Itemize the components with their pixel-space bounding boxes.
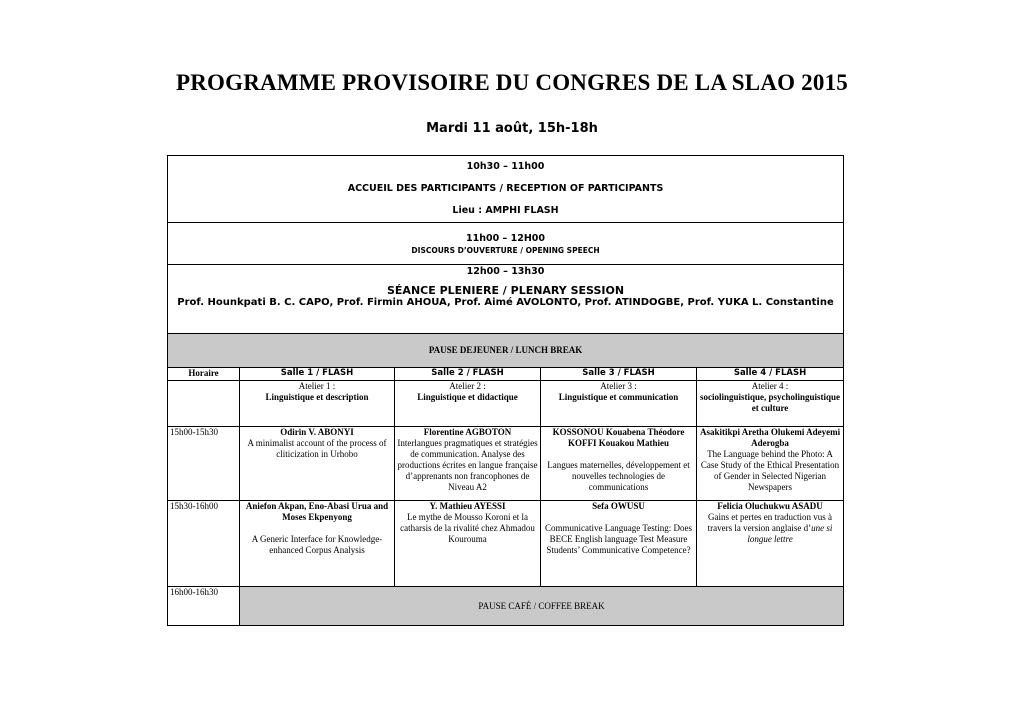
row1-salle3-author: KOSSONOU Kouabena Théodore KOFFI Kouakou Mathieu (552, 427, 685, 448)
page-title: PROGRAMME PROVISOIRE DU CONGRES DE LA SLAO 2015 (176, 70, 848, 95)
session-row-3 (168, 587, 844, 626)
atelier-4 (697, 381, 844, 427)
row2-salle3-author: Sefa OWUSU (592, 501, 645, 511)
welcome-cell (168, 156, 844, 223)
row1-salle1 (240, 427, 395, 501)
row1-salle2 (395, 427, 541, 501)
row2-salle1 (240, 501, 395, 587)
row2-salle4-text (699, 512, 841, 545)
header-salle-4: Salle 4 / FLASH (697, 368, 844, 381)
atelier-1-name: Atelier 1 : (298, 381, 336, 391)
header-salle-2: Salle 2 / FLASH (395, 368, 541, 381)
plenary-cell (168, 265, 844, 334)
row2-salle4 (697, 501, 844, 587)
session-row-2 (168, 501, 844, 587)
atelier-4-theme: sociolinguistique, psycholinguistique et culture (700, 392, 841, 413)
row2-salle1-text: A Generic Interface for Knowledge-enhanced Corpus Analysis (251, 534, 383, 555)
row1-salle2-author: Florentine AGBOTON (423, 427, 512, 437)
coffee-break-cell: PAUSE CAFÉ / COFFEE BREAK (240, 587, 844, 626)
plenary-speakers: Prof. Hounkpati B. C. CAPO, Prof. Firmin AHOUA, Prof. Aimé AVOLONTO, Prof. ATINDOGBE, Prof. YUKA L. Constantine (177, 297, 834, 308)
opening-time: 11h00 – 12H00 (466, 232, 545, 244)
atelier-1-theme: Linguistique et description (265, 392, 369, 402)
opening-cell (168, 223, 844, 265)
row1-salle3-text: Langues maternelles, développement et nouvelles technologies de communications (547, 460, 690, 492)
row1-time: 15h00-15h30 (168, 427, 240, 501)
program-table (167, 155, 844, 626)
row2-salle3 (541, 501, 697, 587)
row1-salle3 (541, 427, 697, 501)
row1-salle1-text: A minimalist account of the process of cliticization in Urhobo (247, 438, 387, 459)
atelier-row (168, 381, 844, 427)
atelier-3-theme: Linguistique et communication (558, 392, 679, 402)
plenary-label: SÉANCE PLENIERE / PLENARY SESSION (387, 284, 625, 297)
row1-salle1-author: Odirin V. ABONYI (280, 427, 354, 437)
lunch-cell: PAUSE DEJEUNER / LUNCH BREAK (168, 334, 844, 368)
row1-salle4-author: Asakitikpi Aretha Olukemi Adeyemi Aderogba (699, 427, 841, 448)
atelier-1 (240, 381, 395, 427)
atelier-4-name: Atelier 4 : (751, 381, 789, 391)
plenary-block (168, 265, 844, 334)
atelier-2 (395, 381, 541, 427)
row2-time: 15h30-16h00 (168, 501, 240, 587)
welcome-block (168, 156, 844, 223)
header-salle-1: Salle 1 / FLASH (240, 368, 395, 381)
opening-label: DISCOURS D’OUVERTURE / OPENING SPEECH (411, 245, 600, 255)
header-row (168, 368, 844, 381)
row2-salle2-author: Y. Mathieu AYESSI (429, 501, 506, 511)
header-salle-3: Salle 3 / FLASH (541, 368, 697, 381)
row2-salle2 (395, 501, 541, 587)
row1-salle4-text: The Language behind the Photo: A Case Study of the Ethical Presentation of Gender in Selected Nigerian Newspapers (700, 449, 840, 492)
row1-salle2-text: Interlangues pragmatiques et stratégies de communication. Analyse des productions écrites en langue française d’apprenants non francophones de Niveau A2 (397, 438, 538, 492)
row2-salle2-text: Le mythe de Mousso Koroni et la catharsis de la rivalité chez Ahmadou Kourouma (400, 512, 535, 544)
header-horaire: Horaire (168, 368, 240, 381)
atelier-2-name: Atelier 2 : (449, 381, 486, 391)
welcome-label: ACCUEIL DES PARTICIPANTS / RECEPTION OF PARTICIPANTS (347, 183, 664, 194)
lunch-block (168, 334, 844, 368)
opening-block (168, 223, 844, 265)
welcome-time: 10h30 – 11h00 (466, 161, 545, 172)
atelier-3-name: Atelier 3 : (600, 381, 637, 391)
row2-salle4-text-main: Gains et pertes en traduction vus à travers la version anglaise d’ (707, 512, 832, 533)
row2-salle1-author: Aniefon Akpan, Eno-Abasi Urua and Moses Ekpenyong (245, 501, 389, 522)
row3-time: 16h00-16h30 (168, 587, 240, 626)
atelier-3 (541, 381, 697, 427)
session-row-1 (168, 427, 844, 501)
atelier-2-theme: Linguistique et didactique (417, 392, 518, 402)
plenary-time: 12h00 – 13h30 (466, 266, 545, 277)
atelier-empty (168, 381, 240, 427)
row2-salle4-author: Felicia Oluchukwu ASADU (717, 501, 823, 511)
page-subtitle: Mardi 11 août, 15h-18h (426, 121, 598, 136)
welcome-place: Lieu : AMPHI FLASH (452, 205, 559, 216)
row2-salle4-text-italic: une si longue lettre (747, 523, 833, 544)
row2-salle3-text: Communicative Language Testing: Does BECE English language Test Measure Students’ Communicative Competence? (545, 523, 692, 555)
row1-salle4 (697, 427, 844, 501)
